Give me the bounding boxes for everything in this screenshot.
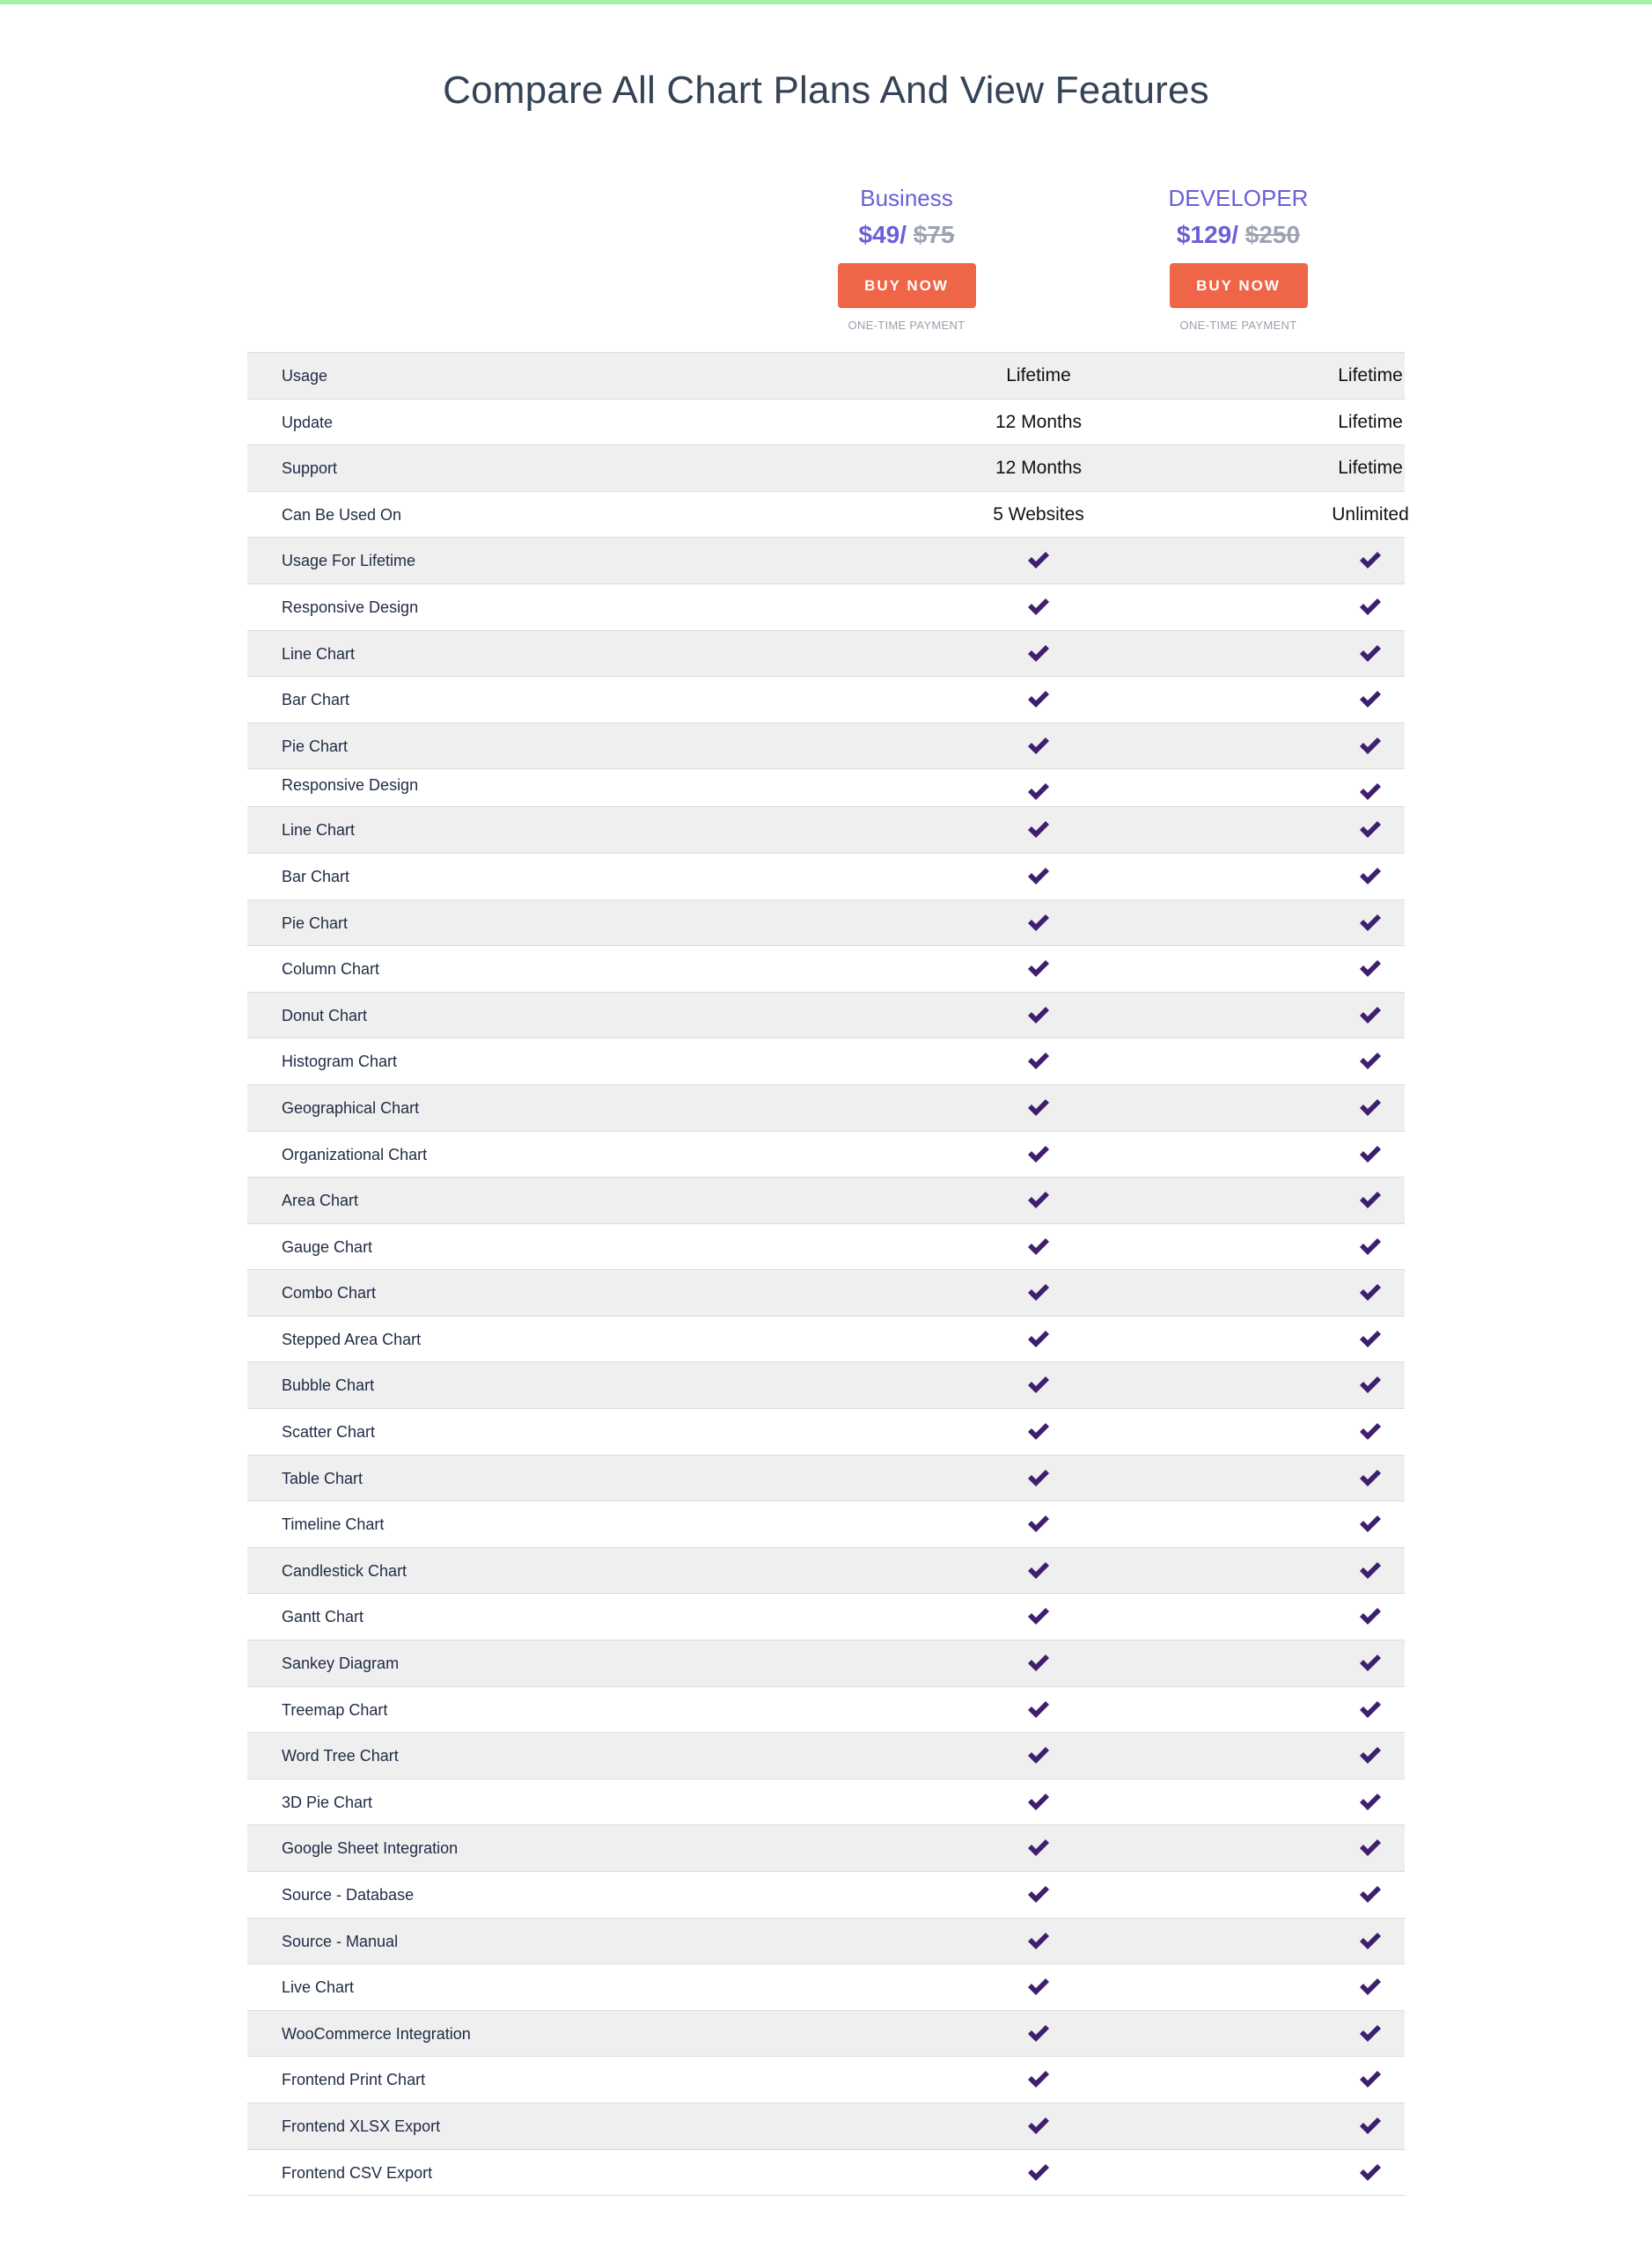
table-row <box>247 993 1405 1039</box>
feature-label: Frontend CSV Export <box>282 2163 433 2182</box>
check-icon <box>1238 807 1502 853</box>
business-value: 5 Websites <box>993 503 1084 525</box>
check-icon <box>907 1224 1171 1270</box>
table-row <box>247 946 1405 993</box>
table-row <box>247 807 1405 854</box>
check-icon <box>1238 2103 1502 2149</box>
feature-label: Word Tree Chart <box>282 1747 399 1765</box>
check-icon <box>907 538 1171 583</box>
check-icon <box>1238 1872 1502 1918</box>
table-row <box>247 1548 1405 1595</box>
check-icon <box>907 631 1171 677</box>
check-icon <box>1238 1178 1502 1223</box>
feature-label: Geographical Chart <box>282 1098 420 1117</box>
table-row <box>247 631 1405 678</box>
feature-label: Histogram Chart <box>282 1053 398 1071</box>
check-icon <box>1238 1640 1502 1686</box>
check-icon <box>907 1640 1171 1686</box>
feature-label: Timeline Chart <box>282 1515 385 1534</box>
check-icon <box>907 1825 1171 1871</box>
table-row <box>247 538 1405 584</box>
payment-note: ONE-TIME PAYMENT <box>848 319 966 332</box>
feature-label: Sankey Diagram <box>282 1655 400 1673</box>
feature-label: Combo Chart <box>282 1284 377 1303</box>
check-icon <box>1238 631 1502 677</box>
check-icon <box>1238 946 1502 992</box>
check-icon <box>1238 1456 1502 1501</box>
check-icon <box>907 993 1171 1038</box>
table-row <box>247 854 1405 900</box>
table-row <box>247 445 1405 492</box>
check-icon <box>907 1178 1171 1223</box>
top-accent-bar <box>0 0 1652 4</box>
check-icon <box>907 2150 1171 2196</box>
check-icon <box>1238 1085 1502 1131</box>
feature-label: Donut Chart <box>282 1006 368 1024</box>
check-icon <box>907 1085 1171 1131</box>
check-icon <box>1238 1964 1502 2010</box>
check-icon <box>907 1548 1171 1594</box>
table-row <box>247 1456 1405 1502</box>
table-row <box>247 2057 1405 2103</box>
plan-price <box>1106 216 1370 254</box>
current-price: $49/ <box>858 221 914 248</box>
feature-label: Usage <box>282 367 328 385</box>
check-icon <box>907 1501 1171 1547</box>
feature-label: Table Chart <box>282 1469 363 1487</box>
feature-label: Responsive Design <box>282 776 419 795</box>
developer-value: Lifetime <box>1338 411 1403 432</box>
check-icon <box>907 584 1171 630</box>
feature-label: Source - Manual <box>282 1932 399 1950</box>
check-icon <box>1238 993 1502 1038</box>
table-row <box>247 900 1405 947</box>
old-price: $250 <box>1245 221 1301 248</box>
plan-header <box>0 180 1652 348</box>
check-icon <box>1238 1687 1502 1733</box>
table-row <box>247 2150 1405 2197</box>
business-value: 12 Months <box>995 411 1083 432</box>
check-icon <box>1238 1409 1502 1455</box>
table-row <box>247 1594 1405 1640</box>
check-icon <box>1238 1501 1502 1547</box>
check-icon <box>1238 723 1502 769</box>
table-row <box>247 1178 1405 1224</box>
table-row <box>247 1038 1405 1085</box>
feature-label: Scatter Chart <box>282 1423 376 1442</box>
feature-label: Google Sheet Integration <box>282 1839 459 1858</box>
check-icon <box>907 1919 1171 1964</box>
table-row <box>247 2011 1405 2058</box>
feature-label: Pie Chart <box>282 914 349 932</box>
check-icon <box>1238 2057 1502 2103</box>
feature-label: Column Chart <box>282 960 380 979</box>
check-icon <box>907 2057 1171 2103</box>
table-row <box>247 400 1405 446</box>
check-icon <box>907 946 1171 992</box>
feature-label: Line Chart <box>282 644 356 663</box>
check-icon <box>907 1594 1171 1640</box>
check-icon <box>907 1780 1171 1825</box>
feature-label: Pie Chart <box>282 737 349 755</box>
table-row <box>247 584 1405 631</box>
developer-value: Unlimited <box>1332 503 1409 525</box>
table-row <box>247 1780 1405 1826</box>
check-icon <box>1238 769 1405 807</box>
payment-note: ONE-TIME PAYMENT <box>1179 319 1297 332</box>
check-icon <box>907 1872 1171 1918</box>
check-icon <box>1238 1317 1502 1362</box>
check-icon <box>907 1964 1171 2010</box>
current-price: $129/ <box>1176 221 1245 248</box>
check-icon <box>907 1687 1171 1733</box>
feature-label: Stepped Area Chart <box>282 1330 422 1348</box>
feature-label: Treemap Chart <box>282 1700 388 1719</box>
check-icon <box>1238 854 1502 899</box>
table-row <box>247 1733 1405 1780</box>
check-icon <box>907 2103 1171 2149</box>
table-row <box>247 1640 1405 1687</box>
plan-name: Business <box>860 185 953 211</box>
check-icon <box>907 1456 1171 1501</box>
feature-label: Can Be Used On <box>282 505 402 524</box>
feature-label: 3D Pie Chart <box>282 1793 373 1811</box>
check-icon <box>907 1409 1171 1455</box>
check-icon <box>907 1362 1171 1408</box>
table-row <box>247 769 1405 807</box>
check-icon <box>907 900 1171 946</box>
page-title: Compare All Chart Plans And View Features <box>443 69 1209 112</box>
table-row <box>247 1687 1405 1734</box>
check-icon <box>1238 1548 1502 1594</box>
business-value: Lifetime <box>1006 365 1071 385</box>
check-icon <box>907 1270 1171 1316</box>
check-icon <box>1238 584 1502 630</box>
check-icon <box>1238 1270 1502 1316</box>
feature-label: Support <box>282 459 338 478</box>
feature-label: Responsive Design <box>282 598 419 616</box>
feature-label: Update <box>282 413 334 431</box>
plan-developer <box>1106 180 1370 332</box>
check-icon <box>1238 1362 1502 1408</box>
check-icon <box>1238 1919 1502 1964</box>
check-icon <box>1238 900 1502 946</box>
table-row <box>247 1085 1405 1132</box>
feature-label: Organizational Chart <box>282 1145 428 1163</box>
table-row <box>247 1132 1405 1178</box>
table-row <box>247 492 1409 539</box>
check-icon <box>907 2011 1171 2057</box>
buy-now-button-developer[interactable]: BUY NOW <box>1170 263 1308 308</box>
check-icon <box>1238 677 1502 723</box>
table-row <box>247 677 1405 723</box>
check-icon <box>1238 538 1502 583</box>
table-row <box>247 1362 1405 1409</box>
plan-price <box>775 216 1039 254</box>
feature-label: Gantt Chart <box>282 1608 364 1626</box>
feature-label: Bar Chart <box>282 691 350 709</box>
check-icon <box>1238 1733 1502 1779</box>
table-row <box>247 353 1405 400</box>
plan-business <box>775 180 1039 332</box>
feature-label: Line Chart <box>282 821 356 840</box>
old-price: $75 <box>913 221 955 248</box>
check-icon <box>1238 1132 1502 1178</box>
check-icon <box>1238 2150 1502 2196</box>
check-icon <box>907 769 1171 807</box>
table-row <box>247 1964 1405 2011</box>
feature-label: Live Chart <box>282 1978 355 1997</box>
check-icon <box>907 677 1171 723</box>
table-row <box>247 1409 1405 1456</box>
check-icon <box>1238 1780 1502 1825</box>
feature-comparison-table <box>247 352 1409 2196</box>
check-icon <box>1238 1224 1502 1270</box>
feature-label: Frontend Print Chart <box>282 2071 426 2089</box>
check-icon <box>907 1132 1171 1178</box>
table-row <box>247 1317 1405 1363</box>
feature-label: Frontend XLSX Export <box>282 2117 441 2135</box>
table-row <box>247 723 1405 770</box>
check-icon <box>1238 2011 1502 2057</box>
feature-label: Candlestick Chart <box>282 1561 407 1580</box>
table-row <box>247 2103 1405 2150</box>
check-icon <box>1238 1825 1502 1871</box>
plan-name: DEVELOPER <box>1168 185 1309 211</box>
feature-label: Usage For Lifetime <box>282 552 416 570</box>
feature-label: Source - Database <box>282 1886 415 1904</box>
developer-value: Lifetime <box>1338 365 1403 385</box>
check-icon <box>907 807 1171 853</box>
table-row <box>247 1919 1405 1965</box>
feature-label: Gauge Chart <box>282 1237 373 1256</box>
check-icon <box>907 1317 1171 1362</box>
table-row <box>247 1270 1405 1317</box>
feature-label: Bar Chart <box>282 867 350 885</box>
check-icon <box>907 723 1171 769</box>
table-row <box>247 1224 1405 1271</box>
check-icon <box>1238 1038 1502 1084</box>
check-icon <box>1238 1594 1502 1640</box>
check-icon <box>907 1733 1171 1779</box>
table-row <box>247 1825 1405 1872</box>
buy-now-button-business[interactable]: BUY NOW <box>838 263 976 308</box>
table-row <box>247 1501 1405 1548</box>
feature-label: WooCommerce Integration <box>282 2024 471 2043</box>
developer-value: Lifetime <box>1338 458 1403 479</box>
feature-label: Area Chart <box>282 1192 359 1210</box>
business-value: 12 Months <box>995 458 1083 479</box>
check-icon <box>907 854 1171 899</box>
feature-label: Bubble Chart <box>282 1376 375 1395</box>
check-icon <box>907 1038 1171 1084</box>
table-row <box>247 1872 1405 1919</box>
